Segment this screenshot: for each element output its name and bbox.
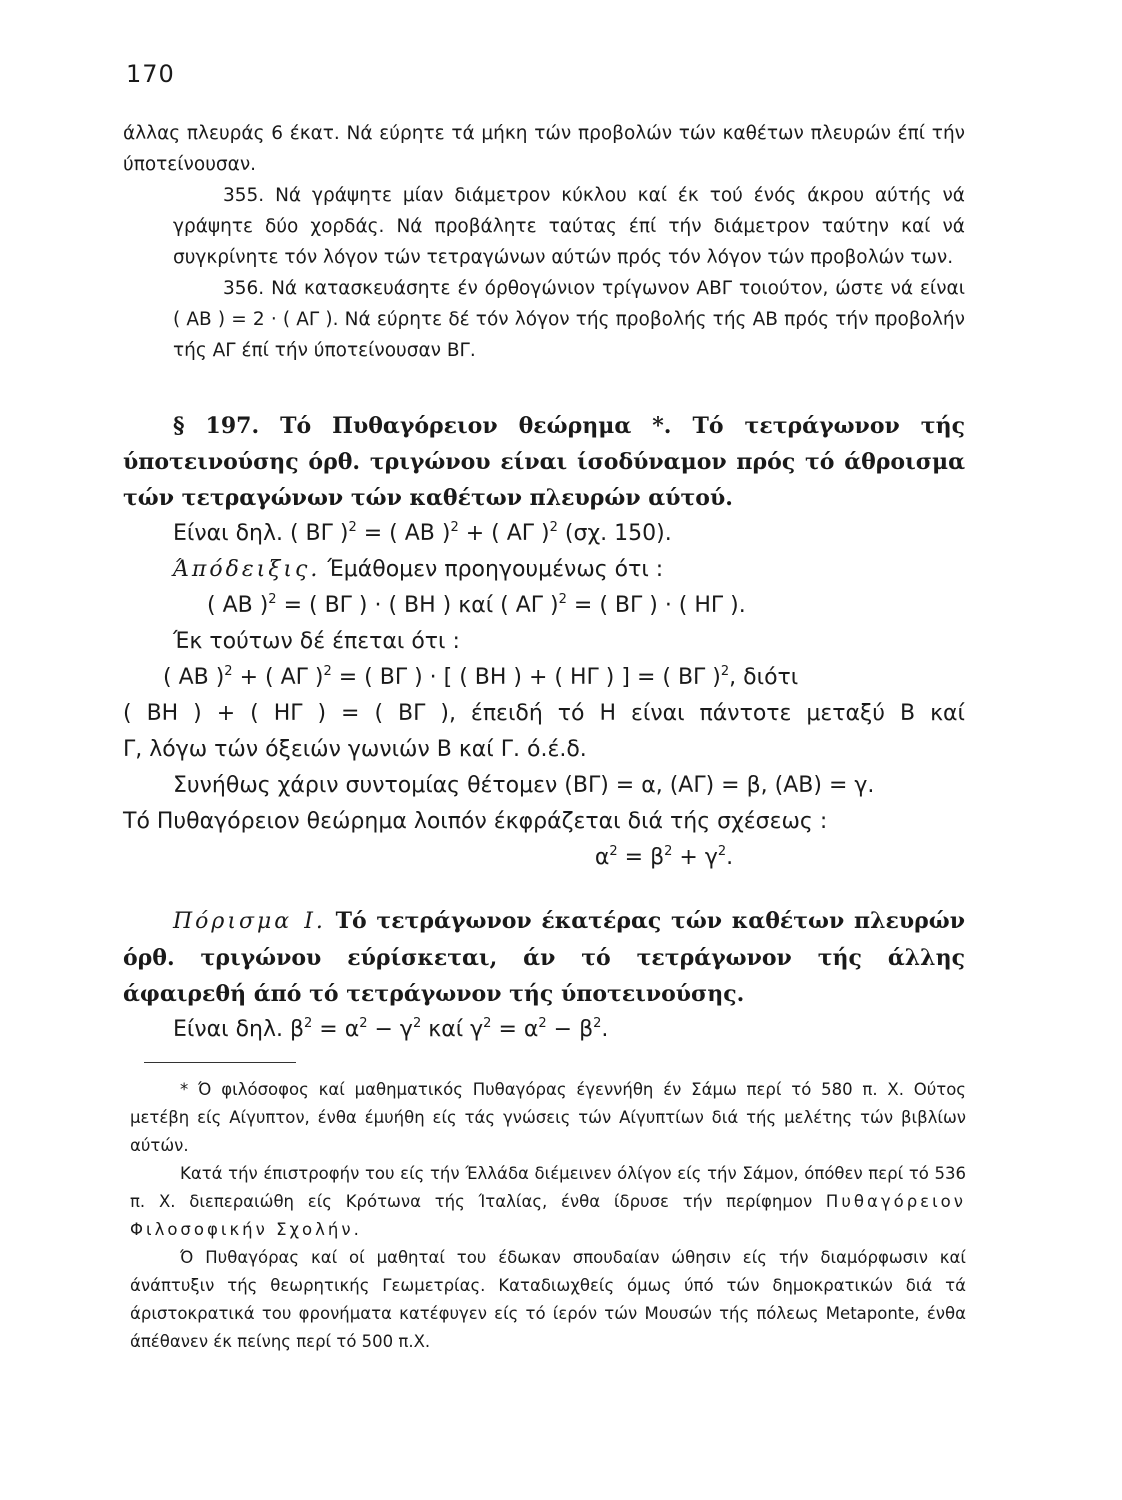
theorem-statement: Τό τετράγωνον τής ύποτεινούσης όρθ. τριγώνου είναι ίσοδύναμον πρός τό άθροισμα τών τετραγώνων τών καθέτων πλευρών αύτού. — [123, 413, 965, 511]
exercise-paragraph: άλλας πλευράς 6 έκατ. Νά εύρητε τά μήκη τών προβολών τών καθέτων πλευρών έπί τήν ύποτείνουσαν. — [123, 123, 965, 175]
proof-equation-1: ( ΑΒ )$^2$ = ( ΒΓ ) · ( ΒΗ ) καί ( ΑΓ )$^2$ = ( ΒΓ ) · ( ΗΓ ). — [207, 592, 746, 618]
footnote-paragraph: Κατά τήν έπιστροφήν του είς τήν Έλλάδα διέμεινεν όλίγον είς τήν Σάμον, όπόθεν περί τό 536 π. Χ. διεπεραιώθη είς Κρότωνα τής Ίταλίας, ένθα ίδρυσε τήν περίφημον Πυθαγόρειον Φιλοσοφικήν Σχολήν. — [130, 1164, 966, 1239]
footnote-divider — [144, 1062, 296, 1063]
theorem-meaning: Είναι δηλ. ( ΒΓ )$^2$ = ( ΑΒ )$^2$ + ( ΑΓ )$^2$ (σχ. 150). — [173, 520, 672, 546]
footnote-paragraph: * Ό φιλόσοφος καί μαθηματικός Πυθαγόρας έγεννήθη έν Σάμω περί τό 580 π. Χ. Ούτος μετέβη είς Αίγυπτον, ένθα έμυήθη είς τάς γνώσεις τών Αίγυπτίων διά τής μελέτης τών βιβλίων αύτών. — [130, 1080, 966, 1155]
proof-equation-2: ( ΑΒ )$^2$ + ( ΑΓ )$^2$ = ( ΒΓ ) · [ ( ΒΗ ) + ( ΗΓ ) ] = ( ΒΓ )$^2$, διότι — [163, 664, 799, 690]
corollary-heading — [123, 903, 965, 1012]
pythagorean-formula: $\alpha^2 = \beta^2 + \gamma^2$. — [594, 844, 734, 870]
footnote-block — [130, 1076, 966, 1356]
theorem-title: Τό Πυθαγόρειον θεώρημα *. — [280, 413, 672, 439]
corollary-meaning: Είναι δηλ. $\beta^2 = \alpha^2 - \gamma^2$ καί $\gamma^2 = \alpha^2 - \beta^2$. — [173, 1016, 609, 1042]
proof-label: Άπόδειξις. — [173, 557, 321, 582]
proof-conclusion: Γ, λόγω τών όξειών γωνιών Β καί Γ. ό.έ.δ. — [123, 737, 587, 762]
exercises-block — [123, 118, 965, 366]
notation-convention: Συνήθως χάριν συντομίας θέτομεν (ΒΓ) = α, (ΑΓ) = β, (ΑΒ) = γ. — [173, 773, 875, 798]
theorem-heading — [123, 408, 965, 516]
footnote-paragraph: Ό Πυθαγόρας καί οί μαθηταί του έδωκαν σπουδαίαν ώθησιν είς τήν διαμόρφωσιν καί άνάπτυξιν τής θεωρητικής Γεωμετρίας. Καταδιωχθείς όμως ύπό τών δημοκρατικών διά τά άριστοκρατικά του φρονήματα κατέφυγεν είς τό ίερόν τών Μουσών τής πόλεως Metaponte, ένθα άπέθανεν έκ πείνης περί τό 500 π.Χ. — [130, 1248, 966, 1351]
notation-statement: Τό Πυθαγόρειον θεώρημα λοιπόν έκφράζεται διά τής σχέσεως : — [123, 809, 828, 834]
corollary-label: Πόρισμα Ι. — [173, 909, 326, 934]
proof-intro: Άπόδειξις. Έμάθομεν προηγουμένως ότι : — [173, 557, 664, 582]
section-number: § 197. — [173, 413, 260, 439]
theorem-block — [123, 408, 965, 876]
exercise-paragraph: 356. Νά κατασκευάσητε έν όρθογώνιον τρίγωνον ΑΒΓ τοιούτον, ώστε νά είναι ( ΑΒ ) = 2 · ( ΑΓ ). Νά εύρητε δέ τόν λόγον τής προβολής τής ΑΒ πρός τήν προβολήν τής ΑΓ έπί τήν ύποτείνουσαν ΒΓ. — [173, 278, 965, 361]
exercise-paragraph: 355. Νά γράψητε μίαν διάμετρον κύκλου καί έκ τού ένός άκρου αύτής νά γράψητε δύο χορδάς. Νά προβάλητε ταύτας έπί τήν διάμετρον ταύτην καί νά συγκρίνητε τόν λόγον τών τετραγώνων αύτών πρός τόν λόγον τών προβολών των. — [173, 185, 965, 268]
page-number: 170 — [126, 60, 175, 88]
corollary-statement: Τό τετράγωνον έκατέρας τών καθέτων πλευρών όρθ. τριγώνου εύρίσκεται, άν τό τετράγωνον τής άλλης άφαιρεθή άπό τό τετράγωνον τής ύποτεινούσης. — [123, 908, 965, 1007]
proof-from: Έκ τούτων δέ έπεται ότι : — [173, 629, 460, 654]
corollary-block — [123, 903, 965, 1048]
school-name: Πυθαγόρειον Φιλοσοφικήν Σχολήν. — [130, 1192, 966, 1239]
proof-equation-3: ( ΒΗ ) + ( ΗΓ ) = ( ΒΓ ), έπειδή τό Η είναι πάντοτε μεταξύ Β καί — [123, 701, 965, 726]
